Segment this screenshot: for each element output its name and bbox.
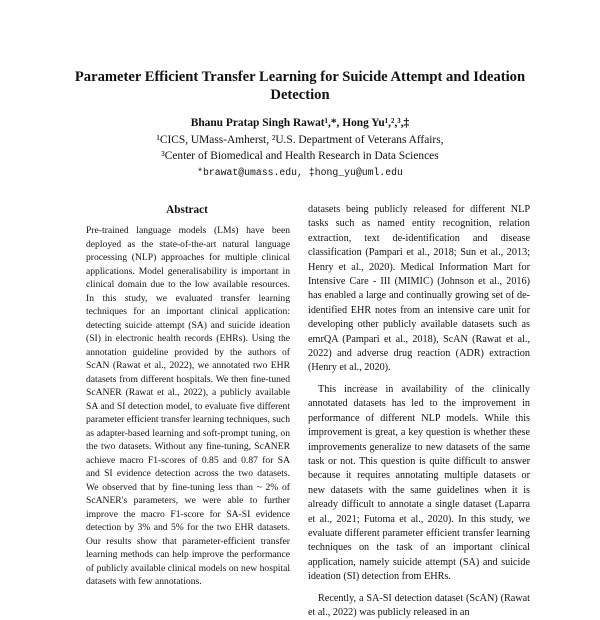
body-paragraph-1: datasets being publicly released for different NLP tasks such as named entity recognition, relation extraction, text de-identification and disease classification (Pampari et al., 2018; Sun et al., 2013; Henry et al., 2020). Medical Information Mart for Intensive Care - III (MIMIC) (Johnson et al., 2016) has enabled a large and continually growing set of de-identified EHR notes from an intensive care unit for developing other publicly available datasets such as emrQA (Pampari et al., 2018), ScAN (Rawat et al., 2022) and adverse drug reaction (ADR) extraction (Henry et al., 2020). [308, 204, 530, 374]
affiliation-line-1: ¹CICS, UMass-Amherst, ²U.S. Department of Veterans Affairs, [156, 133, 444, 146]
abstract-column [86, 224, 290, 589]
author-names: Bhanu Pratap Singh Rawat¹,*, Hong Yu¹,²,³,‡ [190, 117, 410, 129]
author-block [80, 115, 520, 181]
author-emails: *brawat@umass.edu, ‡hong_yu@uml.edu [197, 166, 403, 178]
abstract-text: Pre-trained language models (LMs) have been deployed as the state-of-the-art natural language processing (NLP) approaches for multiple clinical applications. Model generalisability is important in clinical domain due to the low available resources. In this study, we evaluated transfer learning techniques for an important clinical application: detecting suicide attempt (SA) and suicide ideation (SI) in electronic health records (EHRs). Using the annotation guideline provided by the authors of ScAN (Rawat et al., 2022), we annotated two EHR datasets from different hospitals. We then fine-tuned ScANER (Rawat et al., 2022), a publicly available SA and SI detection model, to evaluate five different parameter efficient transfer learning techniques, such as adapter-based learning and soft-prompt tuning, on the two datasets. Without any fine-tuning, ScANER achieve macro F1-scores of 0.85 and 0.87 for SA and SI evidence detection across the two datasets. We observed that by fine-tuning less than ~ 2% of ScANER's parameters, we were able to further improve the macro F1-score for SA-SI evidence detection by 3% and 5% for the two EHR datasets. Our results show that parameter-efficient transfer learning methods can help improve the performance of publicly available clinical models on new hospital datasets with few annotations. [86, 225, 290, 587]
affiliation-line-2: ³Center of Biomedical and Health Research in Data Sciences [161, 150, 439, 162]
abstract-heading: Abstract [166, 204, 208, 216]
body-paragraph-3: Recently, a SA-SI detection dataset (ScAN) (Rawat et al., 2022) was publicly released in an [308, 592, 530, 618]
body-paragraph-2: This increase in availability of the clinically annotated datasets has led to the improvement in performance of different NLP models. While this improvement is great, a key question is whether these improvements generalize to new datasets of the same task or not. This question is quite difficult to answer because it requires annotating multiple datasets or new datasets with the same guidelines when it is already difficult to annotate a single dataset (Laparra et al., 2021; Futoma et al., 2020). In this study, we evaluate different parameter efficient transfer learning techniques on the task of an important clinical application, namely suicide attempt (SA) and suicide ideation (SI) detection from EHRs. [308, 383, 530, 583]
body-column [308, 203, 530, 620]
paper-title: Parameter Efficient Transfer Learning for Suicide Attempt and Ideation Detection [74, 69, 526, 103]
